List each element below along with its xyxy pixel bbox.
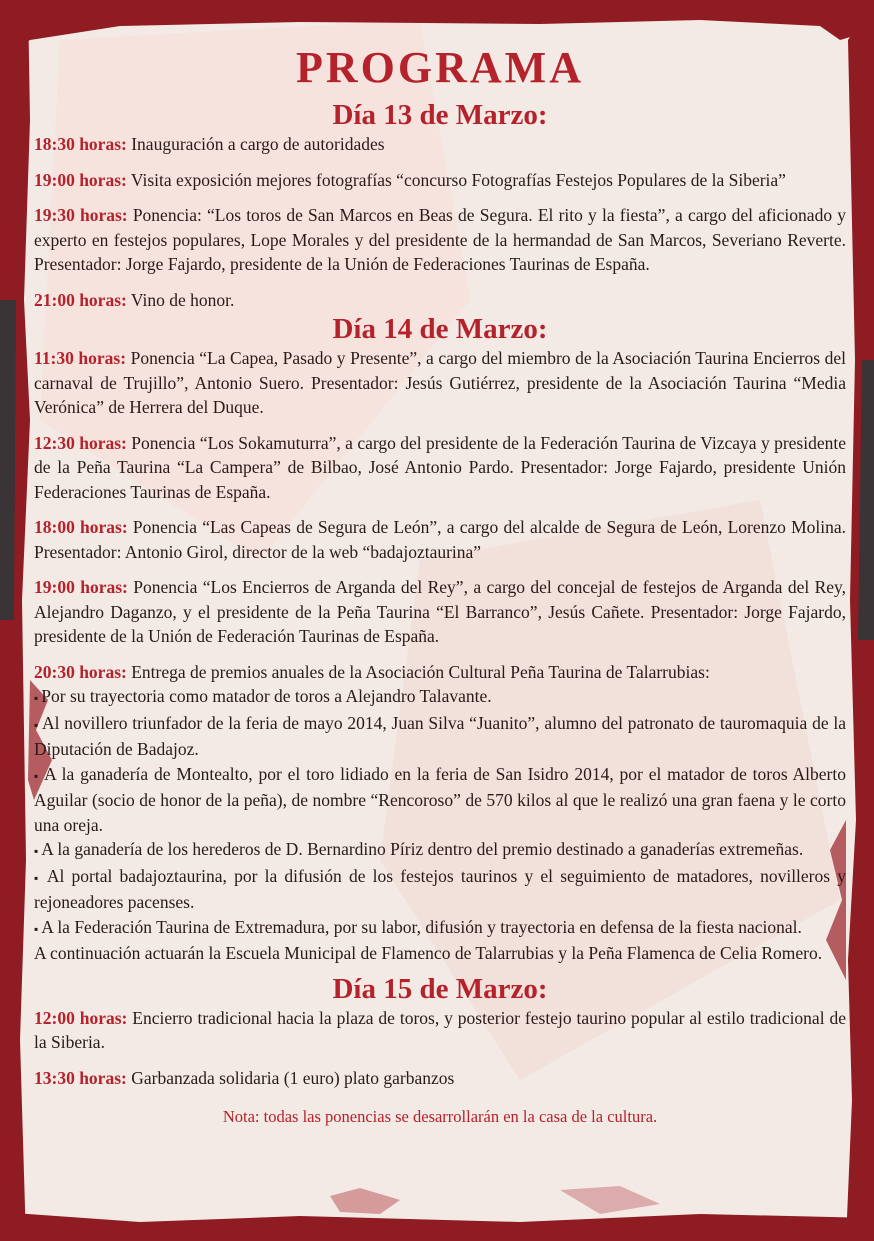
closing-text: A continuación actuarán la Escuela Municipal de Flamenco de Talarrubias y la Peña Flamenca de Celia Romero. [34, 943, 823, 963]
entry-text: Garbanzada solidaria (1 euro) plato garbanzos [126, 1067, 455, 1088]
award-item: ▪ Al portal badajoztaurina, por la difusión de los festejos taurinos y el seguimiento de matadores, novilleros y rejoneadores pacenses. [34, 864, 846, 915]
entry-time: 21:00 horas: [34, 289, 127, 310]
awards-list [34, 684, 846, 941]
entry-text: Inauguración a cargo de autoridades [126, 134, 385, 154]
day-13-heading: Día 13 de Marzo: [332, 99, 548, 131]
schedule-entry [34, 575, 846, 649]
entry-time: 19:30 horas: [34, 205, 128, 225]
award-item: ▪ A la ganadería de los herederos de D. Bernardino Píriz dentro del premio destinado a ganaderías extremeñas. [34, 837, 846, 864]
entry-text: Ponencia “La Capea, Pasado y Presente”, a cargo del miembro de la Asociación Taurina Encierros del carnaval de Trujillo”, Antonio Suero. Presentador: Jesús Gutiérrez, presidente de la Asociación Taurina “Media Verónica” de Herrera del Duque. [34, 348, 847, 417]
schedule-entry [34, 203, 846, 277]
entry-text: Ponencia “Las Capeas de Segura de León”, a cargo del alcalde de Segura de León, Lorenzo Molina. Presentador: Antonio Girol, director de la web “badajoztaurina” [34, 517, 846, 562]
entry-time: 12:00 horas: [34, 1007, 128, 1028]
schedule-entry [34, 288, 846, 313]
program-page [34, 40, 846, 1128]
entry-text: Vino de honor. [126, 289, 235, 310]
day-14-schedule [34, 346, 846, 966]
schedule-entry [34, 168, 846, 193]
award-item: ▪ Al novillero triunfador de la feria de mayo 2014, Juan Silva “Juanito”, alumno del patronato de tauromaquia de la Diputación de Badajoz. [34, 711, 846, 762]
schedule-entry [34, 660, 846, 685]
day-15-schedule [34, 1006, 846, 1091]
entry-text: Encierro tradicional hacia la plaza de toros, y posterior festejo taurino popular al estilo tradicional de la Siberia. [34, 1007, 846, 1052]
schedule-entry [34, 346, 846, 420]
day-13-schedule [34, 132, 846, 312]
entry-text: Visita exposición mejores fotografías “concurso Fotografías Festejos Populares de la Siberia” [126, 169, 786, 190]
award-item: ▪ A la Federación Taurina de Extremadura, por su labor, difusión y trayectoria en defensa de la fiesta nacional. [34, 915, 846, 942]
entry-time: 20:30 horas: [34, 661, 127, 682]
award-item: ▪ A la ganadería de Montealto, por el toro lidiado en la feria de San Isidro 2014, por el matador de toros Alberto Aguilar (socio de honor de la peña), de nombre “Rencoroso” de 570 kilos al que le realizó una gran faena y le corto una oreja. [34, 762, 846, 838]
entry-text: Ponencia “Los Encierros de Arganda del Rey”, a cargo del concejal de festejos de Arganda del Rey, Alejandro Daganzo, y el presidente de la Peña Taurina “El Barranco”, Jesús Cañete. Presentador: Jorge Fajardo, presidente de la Unión de Federación Taurinas de España. [34, 577, 847, 646]
program-title: PROGRAMA [296, 43, 584, 92]
entry-time: 12:30 horas: [34, 432, 127, 453]
schedule-entry [34, 431, 846, 505]
entry-time: 13:30 horas: [34, 1067, 127, 1088]
award-item: ▪ Por su trayectoria como matador de toros a Alejandro Talavante. [34, 684, 846, 711]
day-15-heading: Día 15 de Marzo: [332, 972, 548, 1005]
entry-time: 18:00 horas: [34, 517, 128, 537]
entry-time: 18:30 horas: [34, 134, 127, 154]
entry-text: Ponencia: “Los toros de San Marcos en Beas de Segura. El rito y la fiesta”, a cargo del aficionado y experto en festejos populares, Lope Morales y del presidente de la hermandad de San Marcos, Severiano Reverte. Presentador: Jorge Fajardo, presidente de la Unión de Federaciones Taurinas de España. [34, 205, 846, 274]
entry-text: Entrega de premios anuales de la Asociación Cultural Peña Taurina de Talarrubias: [126, 661, 710, 682]
schedule-entry [34, 132, 846, 157]
day-14-heading: Día 14 de Marzo: [332, 313, 548, 345]
schedule-entry [34, 515, 846, 564]
entry-time: 19:00 horas: [34, 169, 127, 190]
entry-time: 19:00 horas: [34, 577, 128, 597]
schedule-entry [34, 1066, 846, 1091]
schedule-entry [34, 1006, 846, 1055]
entry-time: 11:30 horas: [34, 348, 127, 368]
footer-note: Nota: todas las ponencias se desarrollarán en la casa de la cultura. [222, 1107, 658, 1126]
entry-text: Ponencia “Los Sokamuturra”, a cargo del presidente de la Federación Taurina de Vizcaya y presidente de la Peña Taurina “La Campera” de Bilbao, José Antonio Pardo. Presentador: Jorge Fajardo, presidente Unión Federaciones Taurinas de España. [34, 432, 847, 502]
